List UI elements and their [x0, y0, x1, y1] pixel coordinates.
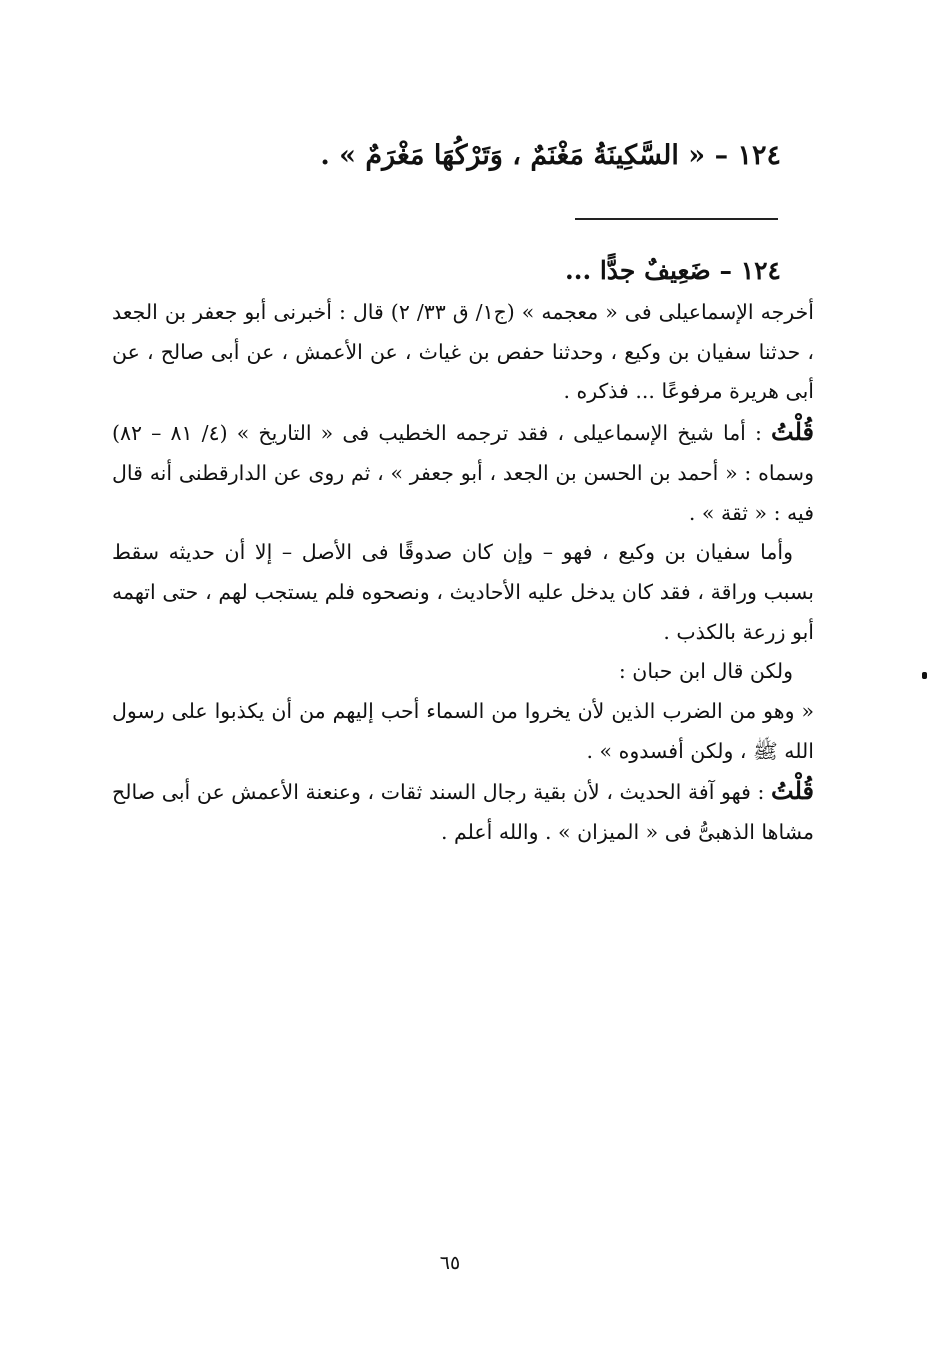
takhrij-heading: ١٢٤ – ضَعِيفٌ جدًّا ...	[565, 256, 781, 285]
paragraph-text: ولكن قال ابن حبان :	[618, 659, 793, 684]
paragraph-qult-2	[112, 771, 814, 852]
page-number: ٦٥	[439, 1252, 461, 1274]
qult-label: قُلْتُ	[771, 417, 814, 447]
paragraph-text: أخرجه الإسماعيلى فى « معجمه » (ج١/ ق ٣٣/ ٢) قال : أخبرنى أبو جعفر بن الجعد ، حدثنا سفيان بن وكيع ، وحدثنا حفص بن غياث ، عن الأعمش ، عن أبى صالح ، عن أبى هريرة مرفوعًا ... فذكره .	[112, 300, 814, 404]
paragraph-text: : فهو آفة الحديث ، لأن بقية رجال السند ثقات ، وعنعنة الأعمش عن أبى صالح مشاها الذهبىُّ فى « الميزان » . والله أعلم .	[112, 780, 814, 845]
hadith-title: ١٢٤ – « السَّكِينَةُ مَغْنَمٌ ، وَتَرْكُهَا مَغْرَمٌ » .	[320, 140, 781, 171]
scan-edge-mark	[922, 672, 927, 679]
paragraph-sufyan	[112, 533, 814, 652]
paragraph-text: « وهو من الضرب الذين لأن يخروا من السماء أحب إليهم من أن يكذبوا على رسول الله ﷺ ، ولكن أفسدوه » .	[112, 699, 814, 763]
qult-label: قُلْتُ	[771, 776, 814, 806]
separator-line	[575, 218, 778, 220]
paragraph-quote	[112, 692, 814, 771]
takhrij-body	[112, 293, 814, 853]
paragraph-source	[112, 293, 814, 412]
paragraph-text: وأما سفيان بن وكيع ، فهو – وإن كان صدوقًا فى الأصل – إلا أن حديثه سقط بسبب وراقة ، فقد كان يدخل عليه الأحاديث ، ونصحوه فلم يستجب لهم ، حتى اتهمه أبو زرعة بالكذب .	[112, 540, 814, 644]
paragraph-qult-1	[112, 412, 814, 533]
paragraph-ibn-hibban-intro	[112, 652, 814, 692]
paragraph-text: : أما شيخ الإسماعيلى ، فقد ترجمه الخطيب فى « التاريخ » (٤/ ٨١ – ٨٢) وسماه : « أحمد بن الحسن بن الجعد ، أبو جعفر » ، ثم روى عن الدارقطنى أنه قال فيه : « ثقة » .	[112, 421, 814, 525]
